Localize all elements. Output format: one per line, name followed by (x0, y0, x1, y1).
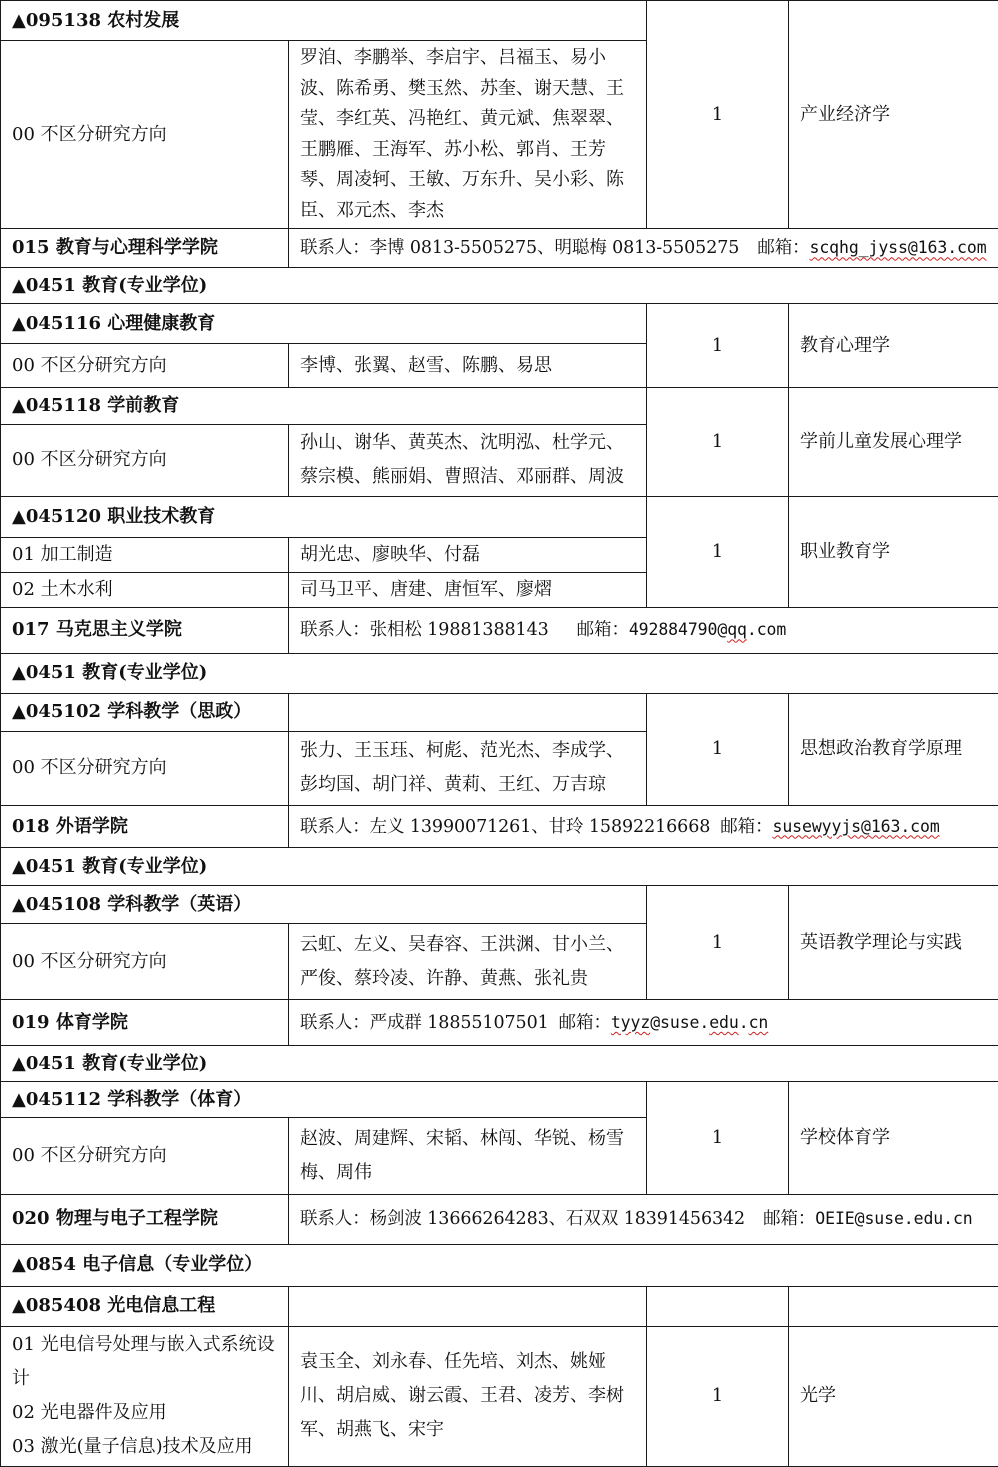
table-row (1, 268, 998, 304)
table-row (1, 607, 998, 653)
email-part: .com (746, 620, 787, 640)
contact-person: 联系人：左义 13990071261、甘玲 15892216668 (300, 816, 711, 837)
supervisors: 胡光忠、廖映华、付磊 (289, 537, 647, 572)
college-contact (289, 229, 998, 268)
enroll-count: 1 (647, 886, 789, 1000)
email-label: 邮箱： (763, 1209, 816, 1230)
enroll-count: 1 (647, 496, 789, 607)
table-row (1, 1000, 998, 1046)
table-row (1, 1082, 998, 1118)
email-address[interactable]: scqhg_jyss@163.com (809, 238, 987, 258)
contact-person: 联系人：杨剑波 13666264283、石双双 18391456342 (300, 1209, 746, 1230)
specialty-title: ▲045112 学科教学（体育） (1, 1082, 647, 1118)
research-direction: 03 激光(量子信息)技术及应用 (12, 1436, 253, 1458)
email-label: 邮箱： (558, 1012, 611, 1033)
research-direction: 00 不区分研究方向 (1, 344, 289, 388)
email-address[interactable]: susewyyjs@163.com (772, 816, 940, 836)
college-name: 020 物理与电子工程学院 (1, 1194, 289, 1244)
table-row (1, 304, 998, 344)
specialty-title: ▲045108 学科教学（英语） (1, 886, 647, 924)
email-label: 邮箱： (720, 816, 773, 837)
research-direction: 00 不区分研究方向 (1, 924, 289, 1000)
email-part: tyyz (610, 1012, 651, 1032)
major-title: ▲0451 教育(专业学位) (1, 653, 998, 693)
table-row (1, 653, 998, 693)
college-contact (289, 806, 998, 848)
enroll-count: 1 (647, 1082, 789, 1194)
specialty-title: ▲045120 职业技术教育 (1, 496, 647, 537)
table-row (1, 848, 998, 886)
table-row (1, 1194, 998, 1244)
table-row (1, 1326, 998, 1466)
email-address[interactable]: OEIE@suse.edu.cn (815, 1209, 973, 1229)
college-name: 017 马克思主义学院 (1, 607, 289, 653)
exam-subject: 产业经济学 (789, 1, 998, 229)
enroll-count: 1 (647, 388, 789, 496)
email-part: . (738, 1012, 749, 1032)
college-contact (289, 607, 998, 653)
exam-subject: 学校体育学 (789, 1082, 998, 1194)
email-part: cn (748, 1012, 769, 1032)
table-row (1, 1, 998, 41)
supervisors: 赵波、周建辉、宋韬、林闯、华锐、杨雪梅、周伟 (289, 1118, 647, 1194)
specialty-title: ▲085408 光电信息工程 (1, 1286, 289, 1326)
enroll-count: 1 (647, 1326, 789, 1466)
exam-subject: 职业教育学 (789, 496, 998, 607)
contact-person: 联系人：张相松 19881388143 (300, 620, 549, 641)
email-address[interactable] (629, 620, 786, 640)
supervisors: 张力、王玉珏、柯彪、范光杰、李成学、彭均国、胡门祥、黄莉、王红、万吉琼 (289, 731, 647, 805)
email-part: qq (727, 620, 747, 640)
college-name: 019 体育学院 (1, 1000, 289, 1046)
supervisors: 袁玉全、刘永春、任先培、刘杰、姚娅川、胡启威、谢云霞、王君、凌芳、李树军、胡燕飞、宋宇 (289, 1326, 647, 1466)
supervisors: 司马卫平、唐建、唐恒军、廖熠 (289, 572, 647, 607)
email-part: @suse. (650, 1012, 710, 1032)
contact-person: 联系人：严成群 18855107501 (300, 1012, 549, 1033)
table-row (1, 1286, 998, 1326)
major-title: ▲0854 电子信息（专业学位） (1, 1244, 998, 1286)
college-name: 018 外语学院 (1, 806, 289, 848)
empty-cell (289, 1286, 647, 1326)
email-part: 492884790@ (628, 620, 728, 640)
enroll-count: 1 (647, 304, 789, 388)
research-direction: 00 不区分研究方向 (1, 41, 289, 229)
research-direction: 02 光电器件及应用 (12, 1402, 167, 1424)
email-label: 邮箱： (757, 238, 810, 259)
research-direction: 02 土木水利 (1, 572, 289, 607)
contact-person: 联系人：李博 0813-5505275、明聪梅 0813-5505275 (300, 238, 740, 259)
specialty-title: ▲045102 学科教学（思政） (1, 693, 289, 731)
research-direction: 01 光电信号处理与嵌入式系统设计 (12, 1334, 275, 1390)
exam-subject: 光学 (789, 1326, 998, 1466)
supervisors: 孙山、谢华、黄英杰、沈明泓、杜学元、蔡宗模、熊丽娟、曹照洁、邓丽群、周波 (289, 424, 647, 496)
table-row (1, 1244, 998, 1286)
table-row (1, 496, 998, 537)
enroll-count: 1 (647, 693, 789, 805)
college-name: 015 教育与心理科学学院 (1, 229, 289, 268)
research-direction: 00 不区分研究方向 (1, 731, 289, 805)
specialty-title: ▲095138 农村发展 (1, 1, 647, 41)
table-row (1, 693, 998, 731)
table-row (1, 886, 998, 924)
table-row (1, 806, 998, 848)
supervisors: 李博、张翼、赵雪、陈鹏、易思 (289, 344, 647, 388)
research-direction: 01 加工制造 (1, 537, 289, 572)
empty-cell (647, 1286, 789, 1326)
email-address[interactable] (611, 1013, 768, 1033)
specialty-title: ▲045116 心理健康教育 (1, 304, 647, 344)
major-title: ▲0451 教育(专业学位) (1, 268, 998, 304)
empty-cell (289, 693, 647, 731)
major-title: ▲0451 教育(专业学位) (1, 848, 998, 886)
research-direction: 00 不区分研究方向 (1, 424, 289, 496)
supervisors: 罗洎、李鹏举、李启宇、吕福玉、易小波、陈希勇、樊玉然、苏奎、谢天慧、王莹、李红英、冯艳红、黄元斌、焦翠翠、王鹏雁、王海军、苏小松、郭肖、王芳琴、周凌轲、王敏、万东升、吴小彩、陈臣、邓元杰、李杰 (289, 41, 647, 229)
table-row (1, 388, 998, 424)
research-directions (1, 1326, 289, 1466)
college-contact (289, 1000, 998, 1046)
major-title: ▲0451 教育(专业学位) (1, 1046, 998, 1082)
exam-subject: 教育心理学 (789, 304, 998, 388)
research-direction: 00 不区分研究方向 (1, 1118, 289, 1194)
table-row (1, 1046, 998, 1082)
email-label: 邮箱： (576, 620, 629, 641)
table-row (1, 229, 998, 268)
college-contact (289, 1194, 998, 1244)
email-part: edu (709, 1012, 739, 1032)
exam-subject: 英语教学理论与实践 (789, 886, 998, 1000)
enroll-count: 1 (647, 1, 789, 229)
exam-subject: 学前儿童发展心理学 (789, 388, 998, 496)
empty-cell (789, 1286, 998, 1326)
supervisors: 云虹、左义、吴春容、王洪渊、甘小兰、严俊、蔡玲凌、许静、黄燕、张礼贵 (289, 924, 647, 1000)
exam-subject: 思想政治教育学原理 (789, 693, 998, 805)
specialty-title: ▲045118 学前教育 (1, 388, 647, 424)
